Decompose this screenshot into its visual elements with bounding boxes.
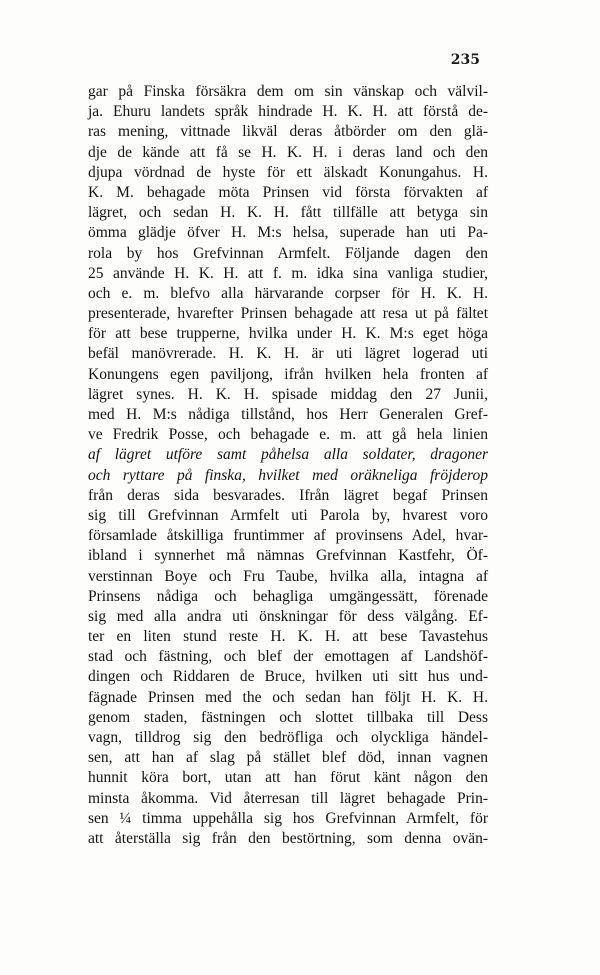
text-line: stad och fästning, och blef der emottagen af Landshöf- — [88, 648, 488, 666]
text-line: djupa vördnad de hyste för ett älskadt Konungahus. H. — [88, 163, 488, 181]
text-line: 25 använde H. K. H. att f. m. idka sina vanliga studier, — [88, 264, 488, 282]
text-line: från deras sida besvarades. Ifrån lägret begaf Prinsen — [88, 486, 488, 504]
text-line: gar på Finska försäkra dem om sin vänskap och välvil- — [88, 83, 488, 100]
text-line: sen, att han af slag på stället blef död, innan vagnen — [88, 749, 488, 767]
page-number: 235 — [450, 52, 480, 68]
text-line: ras mening, vittnade likväl deras åtbörder om den glä- — [88, 123, 488, 141]
text-line: verstinnan Boye och Fru Taube, hvilka alla, intagna af — [88, 567, 488, 585]
text-line: K. M. behagade möta Prinsen vid första förvakten af — [88, 183, 488, 201]
text-line: rola by hos Grefvinnan Armfelt. Följande dagen den — [88, 244, 488, 262]
text-line: ja. Ehuru landets språk hindrade H. K. H. att förstå de- — [88, 103, 488, 121]
text-line: lägret, och sedan H. K. H. fått tillfälle att betyga sin — [88, 204, 488, 222]
text-line: befäl manövrerade. H. K. H. är uti lägret logerad uti — [88, 345, 488, 363]
text-line: fägnade Prinsen med the och sedan han följt H. K. H. — [88, 688, 488, 706]
text-line: minsta åkomma. Vid återresan till lägret behagade Prin- — [88, 789, 488, 807]
text-line: dje de kände att få se H. K. H. i deras land och den — [88, 143, 488, 161]
text-line: sig till Grefvinnan Armfelt uti Parola by, hvarest voro — [88, 506, 488, 524]
text-line: lägret synes. H. K. H. spisade middag den 27 Junii, — [88, 385, 488, 403]
text-line: vagn, tilldrog sig den bedröfliga och olyckliga händel- — [88, 729, 488, 746]
text-line: och ryttare på finska, hvilket med oräkneliga fröjderop — [88, 466, 488, 484]
text-line: Prinsens nådiga och behagliga umgängessätt, förenade — [88, 587, 488, 605]
text-line: dingen och Riddaren de Bruce, hvilken uti sitt hus und- — [88, 668, 488, 686]
text-line: sig med alla andra uti önskningar för dess välgång. Ef- — [88, 607, 488, 625]
text-line: hunnit köra bort, utan att han förut känt någon den — [88, 769, 488, 787]
text-line: församlade åtskilliga fruntimmer af provinsens Adel, hvar- — [88, 527, 488, 545]
text-line: ömma glädje öfver H. M:s helsa, superade han uti Pa- — [88, 224, 488, 242]
text-line: och e. m. blefvo alla härvarande corpser för H. K. H. — [88, 284, 488, 302]
text-line: ve Fredrik Posse, och behagade e. m. att gå hela linien — [88, 426, 488, 444]
text-line: med H. M:s nådiga tillstånd, hos Herr Generalen Gref- — [88, 406, 488, 423]
text-line: att återställa sig från den bestörtning, som denna ovän- — [88, 829, 488, 847]
text-line: ibland i synnerhet må nämnas Grefvinnan Kastfehr, Öf- — [88, 547, 488, 565]
text-line: genom staden, fästningen och slottet tillbaka till Dess — [88, 708, 488, 726]
text-line: presenterade, hvarefter Prinsen behagade att resa ut på fältet — [88, 305, 488, 323]
text-line: ter en liten stund reste H. K. H. att bese Tavastehus — [88, 628, 488, 646]
body-text — [88, 82, 488, 849]
text-line: af lägret utföre samt påhelsa alla soldater, dragoner — [88, 446, 488, 464]
text-line: sen ¼ timma uppehålla sig hos Grefvinnan Armfelt, för — [88, 809, 488, 827]
text-line: för att bese trupperne, hvilka under H. K. M:s eget höga — [88, 325, 488, 343]
text-line: Konungens egen paviljong, ifrån hvilken hela fronten af — [88, 365, 488, 383]
